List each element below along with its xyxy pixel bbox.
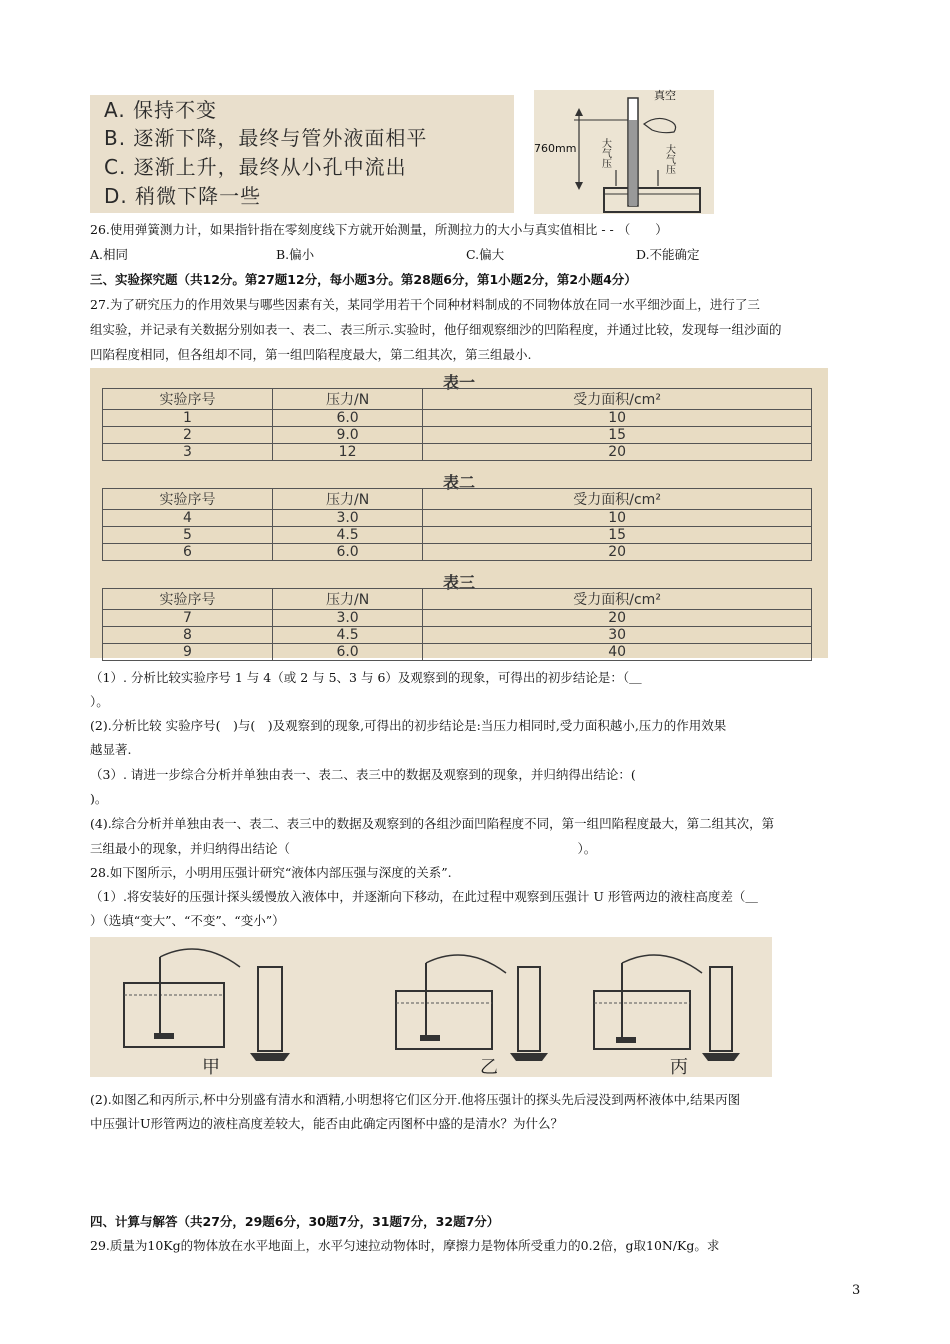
table-cell: 6.0 [272, 644, 422, 661]
table-header: 受力面积/cm² [423, 489, 812, 510]
figure-label-bing: 丙 [670, 1057, 688, 1078]
table1 [102, 388, 812, 461]
table-cell: 20 [423, 444, 812, 461]
q28-p1-line1: （1）.将安装好的压强计探头缓慢放入液体中，并逐渐向下移动，在此过程中观察到压强计 U 形管两边的液柱高度差（＿ [90, 889, 758, 904]
table-cell: 10 [423, 510, 812, 527]
option-b: B. 逐渐下降，最终与管外液面相平 [104, 126, 428, 150]
vacuum-label: 真空 [654, 89, 676, 102]
q26-text: 26.使用弹簧测力计，如果指针指在零刻度线下方就开始测量，所测拉力的大小与真实值相比 - - （ ） [90, 222, 668, 237]
q27-p2-line1: (2).分析比较 实验序号( )与( )及观察到的现象,可得出的初步结论是:当压力相同时,受力面积越小,压力的作用效果 [90, 718, 727, 733]
table-cell: 40 [423, 644, 812, 661]
table-header: 压力/N [272, 389, 422, 410]
table-cell: 1 [103, 410, 273, 427]
table-row [103, 644, 812, 661]
table-cell: 2 [103, 427, 273, 444]
q27-line2: 组实验，并记录有关数据分别如表一、表二、表三所示.实验时，他仔细观察细沙的凹陷程度，并通过比较，发现每一组沙面的 [90, 322, 782, 337]
atm-left-label: 大气压 [602, 139, 612, 170]
table-cell: 8 [103, 627, 273, 644]
table-cell: 4.5 [272, 527, 422, 544]
table-cell: 4.5 [272, 627, 422, 644]
q27-p1-line2: ）。 [90, 694, 109, 709]
table-cell: 15 [423, 527, 812, 544]
q27-line3: 凹陷程度相同，但各组却不同，第一组凹陷程度最大，第二组其次，第三组最小. [90, 347, 532, 362]
q27-p3-line1: （3）. 请进一步综合分析并单独由表一、表二、表三中的数据及观察到的现象，并归纳得出结论：( [90, 767, 636, 782]
table-row [103, 544, 812, 561]
q28-p2-line1: (2).如图乙和丙所示,杯中分别盛有清水和酒精,小明想将它们区分开.他将压强计的探头先后浸没到两杯液体中,结果丙图 [90, 1092, 741, 1107]
q27-p4-line2: 三组最小的现象，并归纳得出结论（ ）。 [90, 841, 597, 856]
table-header: 压力/N [272, 589, 422, 610]
table-cell: 9 [103, 644, 273, 661]
pressure-gauge-figure [90, 937, 772, 1077]
table-cell: 6.0 [272, 410, 422, 427]
table-cell: 4 [103, 510, 273, 527]
table-header: 实验序号 [103, 489, 273, 510]
table-cell: 6.0 [272, 544, 422, 561]
table-row [103, 410, 812, 427]
table-header: 压力/N [272, 489, 422, 510]
table3 [102, 588, 812, 661]
table-header: 受力面积/cm² [423, 389, 812, 410]
q27-line1: 27.为了研究压力的作用效果与哪些因素有关，某同学用若干个同种材料制成的不同物体放在同一水平细沙面上，进行了三 [90, 297, 760, 312]
table-cell: 15 [423, 427, 812, 444]
figure-label-jia: 甲 [202, 1057, 220, 1078]
table-header: 实验序号 [103, 389, 273, 410]
q28-line1: 28.如下图所示，小明用压强计研究“液体内部压强与深度的关系”. [90, 865, 452, 880]
table-header: 实验序号 [103, 589, 273, 610]
q28-p2-line2: 中压强计U形管两边的液柱高度差较大，能否由此确定丙图杯中盛的是清水？为什么？ [90, 1116, 564, 1131]
table-row [103, 627, 812, 644]
table-row [103, 527, 812, 544]
option-d: D. 稍微下降一些 [104, 184, 262, 208]
table-cell: 7 [103, 610, 273, 627]
option-a: A. 保持不变 [104, 98, 218, 122]
table1-title: 表一 [442, 373, 475, 392]
table-cell: 9.0 [272, 427, 422, 444]
table2 [102, 488, 812, 561]
table3-title: 表三 [442, 573, 475, 592]
option-c: C. 逐渐上升，最终从小孔中流出 [104, 155, 407, 179]
q27-p1-line1: （1）. 分析比较实验序号 1 与 4（或 2 与 5、3 与 6）及观察到的现象，可得出的初步结论是：（＿ [90, 670, 642, 685]
height-label: 760mm [534, 142, 577, 155]
q26-option-a: A.相同 [90, 247, 129, 262]
table-cell: 12 [272, 444, 422, 461]
table-row [103, 510, 812, 527]
q27-p4-line1: (4).综合分析并单独由表一、表二、表三中的数据及观察到的各组沙面凹陷程度不同，第一组凹陷程度最大，第二组其次，第 [90, 816, 775, 831]
table-cell: 20 [423, 544, 812, 561]
page-number: 3 [852, 1283, 861, 1298]
q26-option-d: D.不能确定 [636, 247, 700, 262]
table-cell: 5 [103, 527, 273, 544]
table-cell: 10 [423, 410, 812, 427]
table-header: 受力面积/cm² [423, 589, 812, 610]
q26-option-c: C.偏大 [466, 247, 505, 262]
table-row [103, 610, 812, 627]
options-image [90, 95, 514, 213]
section3-heading: 三、实验探究题（共12分。第27题12分，每小题3分。第28题6分，第1小题2分，第2小题4分） [90, 272, 637, 287]
q27-p2-line2: 越显著. [90, 742, 132, 757]
q28-p1-line2: ）（选填“变大”、“不变”、“变小”） [90, 913, 285, 928]
figure-label-yi: 乙 [480, 1057, 498, 1078]
table-cell: 3.0 [272, 510, 422, 527]
table-row [103, 444, 812, 461]
table-cell: 6 [103, 544, 273, 561]
table-cell: 3 [103, 444, 273, 461]
table-cell: 20 [423, 610, 812, 627]
table2-title: 表二 [442, 473, 475, 492]
table-cell: 3.0 [272, 610, 422, 627]
q27-p3-line2: )。 [90, 791, 108, 806]
q29-text: 29.质量为10Kg的物体放在水平地面上，水平匀速拉动物体时，摩擦力是物体所受重力的0.2倍，g取10N/Kg。求 [90, 1238, 720, 1253]
tables-image [90, 368, 828, 658]
table-cell: 30 [423, 627, 812, 644]
barometer-figure [534, 90, 714, 214]
table-row [103, 427, 812, 444]
section4-heading: 四、计算与解答（共27分，29题6分，30题7分，31题7分，32题7分） [90, 1214, 500, 1229]
q26-option-b: B.偏小 [276, 247, 315, 262]
atm-right-label: 大气压 [666, 145, 676, 176]
